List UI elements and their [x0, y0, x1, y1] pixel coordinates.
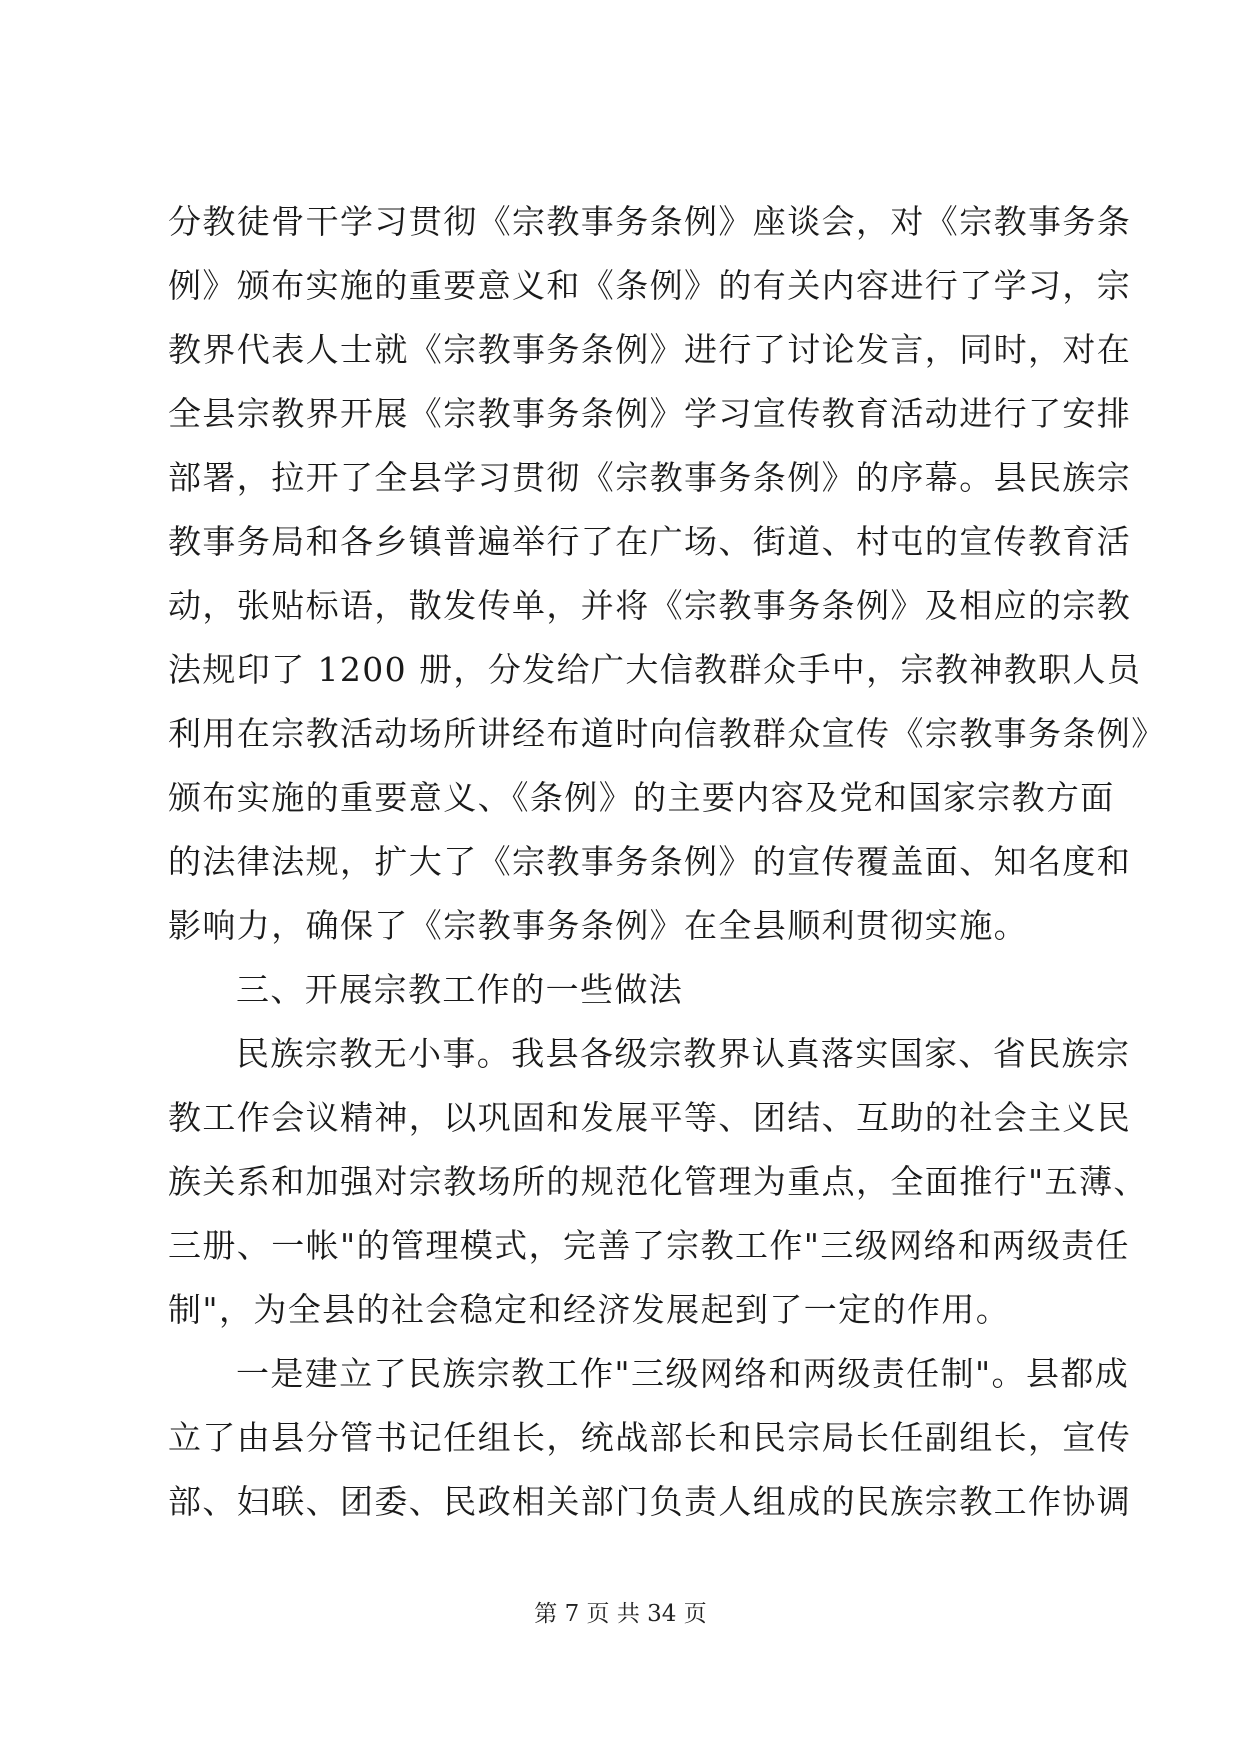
text-line-1: 分教徒骨干学习贯彻《宗教事务条例》座谈会，对《宗教事务条	[168, 202, 1132, 241]
section-heading: 三、开展宗教工作的一些做法	[236, 970, 684, 1009]
text-line-8: 法规印了 1200 册，分发给广大信教群众手中，宗教神教职人员	[168, 650, 1142, 689]
text-line-10: 颁布实施的重要意义、《条例》的主要内容及党和国家宗教方面	[168, 778, 1115, 817]
text-line-9: 利用在宗教活动场所讲经布道时向信教群众宣传《宗教事务条例》	[168, 714, 1166, 753]
text-line-7: 动，张贴标语，散发传单，并将《宗教事务条例》及相应的宗教	[168, 586, 1132, 625]
text-line-12: 影响力，确保了《宗教事务条例》在全县顺利贯彻实施。	[168, 906, 1028, 945]
text-line-15: 教工作会议精神，以巩固和发展平等、团结、互助的社会主义民	[168, 1098, 1132, 1137]
text-line-4: 全县宗教界开展《宗教事务条例》学习宣传教育活动进行了安排	[168, 394, 1132, 433]
text-line-2: 例》颁布实施的重要意义和《条例》的有关内容进行了学习，宗	[168, 266, 1132, 305]
text-line-16: 族关系和加强对宗教场所的规范化管理为重点，全面推行"五薄、	[168, 1162, 1148, 1201]
text-line-19: 一是建立了民族宗教工作"三级网络和两级责任制"。县都成	[236, 1354, 1130, 1393]
text-line-3: 教界代表人士就《宗教事务条例》进行了讨论发言，同时，对在	[168, 330, 1132, 369]
text-line-18: 制"，为全县的社会稳定和经济发展起到了一定的作用。	[168, 1290, 1011, 1329]
text-line-11: 的法律法规，扩大了《宗教事务条例》的宣传覆盖面、知名度和	[168, 842, 1132, 881]
text-line-6: 教事务局和各乡镇普遍举行了在广场、街道、村屯的宣传教育活	[168, 522, 1132, 561]
text-line-20: 立了由县分管书记任组长，统战部长和民宗局长任副组长，宣传	[168, 1418, 1132, 1457]
text-line-5: 部署，拉开了全县学习贯彻《宗教事务条例》的序幕。县民族宗	[168, 458, 1132, 497]
text-line-21: 部、妇联、团委、民政相关部门负责人组成的民族宗教工作协调	[168, 1482, 1132, 1521]
text-line-14: 民族宗教无小事。我县各级宗教界认真落实国家、省民族宗	[236, 1034, 1131, 1073]
text-line-17: 三册、一帐"的管理模式，完善了宗教工作"三级网络和两级责任	[168, 1226, 1130, 1265]
page-number-footer: 第 7 页 共 34 页	[534, 1601, 707, 1627]
